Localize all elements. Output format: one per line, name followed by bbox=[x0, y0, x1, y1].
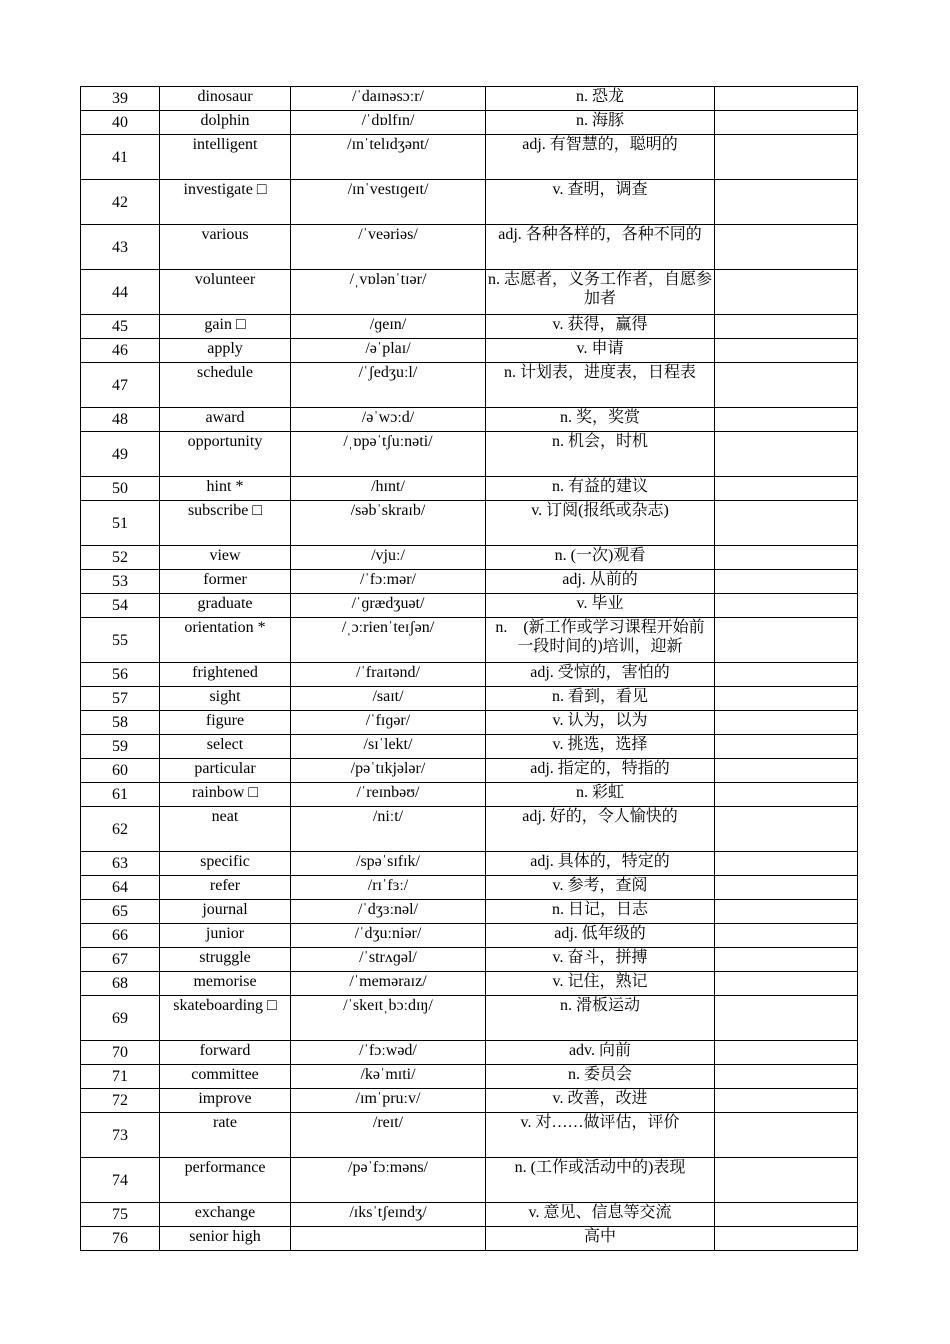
phonetic-cell: /səbˈskraɪb/ bbox=[291, 501, 486, 546]
word-cell: refer bbox=[160, 876, 291, 900]
note-cell bbox=[715, 783, 858, 807]
phonetic-cell: /ɪnˈtelɪdʒənt/ bbox=[291, 135, 486, 180]
word-cell: apply bbox=[160, 339, 291, 363]
row-number: 69 bbox=[81, 996, 160, 1041]
meaning-cell: n. (一次)观看 bbox=[486, 546, 715, 570]
phonetic-cell: /ˈdɒlfɪn/ bbox=[291, 111, 486, 135]
meaning-cell: n. 计划表，进度表，日程表 bbox=[486, 363, 715, 408]
phonetic-cell: /niːt/ bbox=[291, 807, 486, 852]
note-cell bbox=[715, 948, 858, 972]
note-cell bbox=[715, 1227, 858, 1251]
note-cell bbox=[715, 111, 858, 135]
meaning-cell: v. 毕业 bbox=[486, 594, 715, 618]
meaning-cell: adj. 低年级的 bbox=[486, 924, 715, 948]
word-cell: schedule bbox=[160, 363, 291, 408]
meaning-cell: adj. 指定的，特指的 bbox=[486, 759, 715, 783]
table-row bbox=[81, 807, 858, 852]
note-cell bbox=[715, 972, 858, 996]
note-cell bbox=[715, 546, 858, 570]
meaning-cell: v. 申请 bbox=[486, 339, 715, 363]
phonetic-cell: /ˈdʒɜːnəl/ bbox=[291, 900, 486, 924]
meaning-cell: adv. 向前 bbox=[486, 1041, 715, 1065]
table-row bbox=[81, 363, 858, 408]
word-cell: intelligent bbox=[160, 135, 291, 180]
word-cell: graduate bbox=[160, 594, 291, 618]
word-cell: journal bbox=[160, 900, 291, 924]
meaning-cell: v. 认为，以为 bbox=[486, 711, 715, 735]
meaning-cell: n. 海豚 bbox=[486, 111, 715, 135]
word-cell: forward bbox=[160, 1041, 291, 1065]
word-cell: rainbow □ bbox=[160, 783, 291, 807]
note-cell bbox=[715, 1065, 858, 1089]
row-number: 65 bbox=[81, 900, 160, 924]
table-row bbox=[81, 270, 858, 315]
meaning-cell: v. 奋斗，拼搏 bbox=[486, 948, 715, 972]
meaning-cell: v. 参考，查阅 bbox=[486, 876, 715, 900]
note-cell bbox=[715, 339, 858, 363]
table-row bbox=[81, 687, 858, 711]
row-number: 47 bbox=[81, 363, 160, 408]
note-cell bbox=[715, 180, 858, 225]
word-cell: memorise bbox=[160, 972, 291, 996]
meaning-cell: n. 彩虹 bbox=[486, 783, 715, 807]
note-cell bbox=[715, 225, 858, 270]
phonetic-cell: /reɪt/ bbox=[291, 1113, 486, 1158]
word-cell: rate bbox=[160, 1113, 291, 1158]
phonetic-cell: /saɪt/ bbox=[291, 687, 486, 711]
row-number: 52 bbox=[81, 546, 160, 570]
meaning-cell: adj. 各种各样的，各种不同的 bbox=[486, 225, 715, 270]
note-cell bbox=[715, 759, 858, 783]
table-row bbox=[81, 735, 858, 759]
phonetic-cell: /ɪmˈpruːv/ bbox=[291, 1089, 486, 1113]
phonetic-cell: /pəˈtɪkjələr/ bbox=[291, 759, 486, 783]
meaning-cell: v. 意见、信息等交流 bbox=[486, 1203, 715, 1227]
word-cell: subscribe □ bbox=[160, 501, 291, 546]
row-number: 48 bbox=[81, 408, 160, 432]
table-row bbox=[81, 87, 858, 111]
row-number: 64 bbox=[81, 876, 160, 900]
meaning-cell: n. (工作或活动中的)表现 bbox=[486, 1158, 715, 1203]
table-row bbox=[81, 1158, 858, 1203]
meaning-cell: adj. 好的，令人愉快的 bbox=[486, 807, 715, 852]
row-number: 54 bbox=[81, 594, 160, 618]
phonetic-cell: /ˈmeməraɪz/ bbox=[291, 972, 486, 996]
row-number: 61 bbox=[81, 783, 160, 807]
row-number: 51 bbox=[81, 501, 160, 546]
phonetic-cell: /vjuː/ bbox=[291, 546, 486, 570]
table-row bbox=[81, 408, 858, 432]
meaning-cell: adj. 具体的，特定的 bbox=[486, 852, 715, 876]
row-number: 63 bbox=[81, 852, 160, 876]
word-cell: committee bbox=[160, 1065, 291, 1089]
note-cell bbox=[715, 996, 858, 1041]
phonetic-cell: /ˈskeɪtˌbɔːdɪŋ/ bbox=[291, 996, 486, 1041]
note-cell bbox=[715, 570, 858, 594]
table-row bbox=[81, 477, 858, 501]
word-cell: gain □ bbox=[160, 315, 291, 339]
note-cell bbox=[715, 687, 858, 711]
row-number: 62 bbox=[81, 807, 160, 852]
meaning-cell: n. 机会，时机 bbox=[486, 432, 715, 477]
note-cell bbox=[715, 408, 858, 432]
word-cell: frightened bbox=[160, 663, 291, 687]
word-cell: opportunity bbox=[160, 432, 291, 477]
note-cell bbox=[715, 1089, 858, 1113]
row-number: 43 bbox=[81, 225, 160, 270]
meaning-cell: v. 改善，改进 bbox=[486, 1089, 715, 1113]
phonetic-cell: /ˌɔːrienˈteɪʃən/ bbox=[291, 618, 486, 663]
table-row bbox=[81, 594, 858, 618]
row-number: 45 bbox=[81, 315, 160, 339]
table-row bbox=[81, 783, 858, 807]
meaning-cell: n. 恐龙 bbox=[486, 87, 715, 111]
word-cell: performance bbox=[160, 1158, 291, 1203]
note-cell bbox=[715, 900, 858, 924]
meaning-cell: adj. 从前的 bbox=[486, 570, 715, 594]
table-row bbox=[81, 759, 858, 783]
phonetic-cell: /hɪnt/ bbox=[291, 477, 486, 501]
row-number: 71 bbox=[81, 1065, 160, 1089]
row-number: 46 bbox=[81, 339, 160, 363]
phonetic-cell: /ˈfɔːmər/ bbox=[291, 570, 486, 594]
row-number: 74 bbox=[81, 1158, 160, 1203]
table-row bbox=[81, 996, 858, 1041]
word-cell: view bbox=[160, 546, 291, 570]
row-number: 50 bbox=[81, 477, 160, 501]
row-number: 55 bbox=[81, 618, 160, 663]
table-row bbox=[81, 1089, 858, 1113]
phonetic-cell: /ɪnˈvestɪɡeɪt/ bbox=[291, 180, 486, 225]
phonetic-cell: /ˈfraɪtənd/ bbox=[291, 663, 486, 687]
table-row bbox=[81, 663, 858, 687]
table-row bbox=[81, 876, 858, 900]
table-row bbox=[81, 1065, 858, 1089]
row-number: 41 bbox=[81, 135, 160, 180]
word-cell: specific bbox=[160, 852, 291, 876]
word-cell: senior high bbox=[160, 1227, 291, 1251]
word-cell: particular bbox=[160, 759, 291, 783]
word-cell: orientation * bbox=[160, 618, 291, 663]
note-cell bbox=[715, 363, 858, 408]
word-cell: struggle bbox=[160, 948, 291, 972]
phonetic-cell: /ˈɡrædʒuət/ bbox=[291, 594, 486, 618]
vocabulary-table bbox=[80, 86, 858, 1251]
word-cell: volunteer bbox=[160, 270, 291, 315]
meaning-cell: n. (新工作或学习课程开始前一段时间的)培训，迎新 bbox=[486, 618, 715, 663]
table-row bbox=[81, 501, 858, 546]
note-cell bbox=[715, 852, 858, 876]
row-number: 70 bbox=[81, 1041, 160, 1065]
table-row bbox=[81, 1113, 858, 1158]
note-cell bbox=[715, 663, 858, 687]
row-number: 49 bbox=[81, 432, 160, 477]
phonetic-cell: /ɡeɪn/ bbox=[291, 315, 486, 339]
note-cell bbox=[715, 594, 858, 618]
phonetic-cell: /ɪksˈtʃeɪndʒ/ bbox=[291, 1203, 486, 1227]
row-number: 72 bbox=[81, 1089, 160, 1113]
row-number: 53 bbox=[81, 570, 160, 594]
meaning-cell: n. 委员会 bbox=[486, 1065, 715, 1089]
note-cell bbox=[715, 1203, 858, 1227]
note-cell bbox=[715, 618, 858, 663]
note-cell bbox=[715, 135, 858, 180]
word-cell: award bbox=[160, 408, 291, 432]
meaning-cell: v. 挑选，选择 bbox=[486, 735, 715, 759]
meaning-cell: n. 有益的建议 bbox=[486, 477, 715, 501]
word-cell: hint * bbox=[160, 477, 291, 501]
table-row bbox=[81, 1227, 858, 1251]
table-row bbox=[81, 900, 858, 924]
meaning-cell: v. 订阅(报纸或杂志) bbox=[486, 501, 715, 546]
meaning-cell: n. 看到，看见 bbox=[486, 687, 715, 711]
meaning-cell: adj. 有智慧的，聪明的 bbox=[486, 135, 715, 180]
row-number: 67 bbox=[81, 948, 160, 972]
row-number: 42 bbox=[81, 180, 160, 225]
row-number: 73 bbox=[81, 1113, 160, 1158]
table-row bbox=[81, 315, 858, 339]
phonetic-cell: /əˈwɔːd/ bbox=[291, 408, 486, 432]
row-number: 75 bbox=[81, 1203, 160, 1227]
word-cell: former bbox=[160, 570, 291, 594]
row-number: 58 bbox=[81, 711, 160, 735]
note-cell bbox=[715, 270, 858, 315]
table-row bbox=[81, 135, 858, 180]
table-row bbox=[81, 339, 858, 363]
table-row bbox=[81, 546, 858, 570]
meaning-cell: adj. 受惊的，害怕的 bbox=[486, 663, 715, 687]
table-row bbox=[81, 111, 858, 135]
phonetic-cell: /ˈʃedʒuːl/ bbox=[291, 363, 486, 408]
phonetic-cell: /sɪˈlekt/ bbox=[291, 735, 486, 759]
note-cell bbox=[715, 735, 858, 759]
phonetic-cell: /ˈfɪɡər/ bbox=[291, 711, 486, 735]
note-cell bbox=[715, 711, 858, 735]
note-cell bbox=[715, 876, 858, 900]
row-number: 40 bbox=[81, 111, 160, 135]
word-cell: dolphin bbox=[160, 111, 291, 135]
table-row bbox=[81, 1203, 858, 1227]
table-row bbox=[81, 948, 858, 972]
note-cell bbox=[715, 924, 858, 948]
phonetic-cell: /pəˈfɔːməns/ bbox=[291, 1158, 486, 1203]
phonetic-cell: /ˈveəriəs/ bbox=[291, 225, 486, 270]
note-cell bbox=[715, 87, 858, 111]
row-number: 60 bbox=[81, 759, 160, 783]
note-cell bbox=[715, 432, 858, 477]
note-cell bbox=[715, 501, 858, 546]
phonetic-cell: /əˈplaɪ/ bbox=[291, 339, 486, 363]
phonetic-cell: /ˈfɔːwəd/ bbox=[291, 1041, 486, 1065]
meaning-cell: 高中 bbox=[486, 1227, 715, 1251]
word-cell: dinosaur bbox=[160, 87, 291, 111]
phonetic-cell: /ˌɒpəˈtʃuːnəti/ bbox=[291, 432, 486, 477]
phonetic-cell: /rɪˈfɜː/ bbox=[291, 876, 486, 900]
meaning-cell: n. 奖，奖赏 bbox=[486, 408, 715, 432]
meaning-cell: v. 查明，调查 bbox=[486, 180, 715, 225]
row-number: 57 bbox=[81, 687, 160, 711]
meaning-cell: n. 志愿者，义务工作者，自愿参加者 bbox=[486, 270, 715, 315]
row-number: 68 bbox=[81, 972, 160, 996]
note-cell bbox=[715, 315, 858, 339]
table-row bbox=[81, 180, 858, 225]
meaning-cell: n. 日记，日志 bbox=[486, 900, 715, 924]
word-cell: figure bbox=[160, 711, 291, 735]
row-number: 66 bbox=[81, 924, 160, 948]
table-row bbox=[81, 1041, 858, 1065]
word-cell: investigate □ bbox=[160, 180, 291, 225]
word-cell: sight bbox=[160, 687, 291, 711]
word-cell: exchange bbox=[160, 1203, 291, 1227]
note-cell bbox=[715, 1158, 858, 1203]
word-cell: junior bbox=[160, 924, 291, 948]
note-cell bbox=[715, 477, 858, 501]
phonetic-cell bbox=[291, 1227, 486, 1251]
table-row bbox=[81, 924, 858, 948]
meaning-cell: v. 记住，熟记 bbox=[486, 972, 715, 996]
note-cell bbox=[715, 807, 858, 852]
phonetic-cell: /kəˈmɪti/ bbox=[291, 1065, 486, 1089]
table-row bbox=[81, 972, 858, 996]
meaning-cell: v. 获得，赢得 bbox=[486, 315, 715, 339]
table-row bbox=[81, 570, 858, 594]
meaning-cell: n. 滑板运动 bbox=[486, 996, 715, 1041]
phonetic-cell: /ˌvɒlənˈtɪər/ bbox=[291, 270, 486, 315]
table-row bbox=[81, 618, 858, 663]
row-number: 39 bbox=[81, 87, 160, 111]
row-number: 76 bbox=[81, 1227, 160, 1251]
note-cell bbox=[715, 1041, 858, 1065]
phonetic-cell: /ˈdaɪnəsɔːr/ bbox=[291, 87, 486, 111]
word-cell: select bbox=[160, 735, 291, 759]
phonetic-cell: /spəˈsɪfɪk/ bbox=[291, 852, 486, 876]
word-cell: skateboarding □ bbox=[160, 996, 291, 1041]
vocabulary-table-body bbox=[81, 87, 858, 1251]
meaning-cell: v. 对……做评估，评价 bbox=[486, 1113, 715, 1158]
word-cell: various bbox=[160, 225, 291, 270]
table-row bbox=[81, 852, 858, 876]
word-cell: improve bbox=[160, 1089, 291, 1113]
note-cell bbox=[715, 1113, 858, 1158]
row-number: 44 bbox=[81, 270, 160, 315]
row-number: 59 bbox=[81, 735, 160, 759]
table-row bbox=[81, 225, 858, 270]
word-cell: neat bbox=[160, 807, 291, 852]
table-row bbox=[81, 432, 858, 477]
phonetic-cell: /ˈstrʌɡəl/ bbox=[291, 948, 486, 972]
row-number: 56 bbox=[81, 663, 160, 687]
phonetic-cell: /ˈreɪnbəʊ/ bbox=[291, 783, 486, 807]
phonetic-cell: /ˈdʒuːniər/ bbox=[291, 924, 486, 948]
table-row bbox=[81, 711, 858, 735]
